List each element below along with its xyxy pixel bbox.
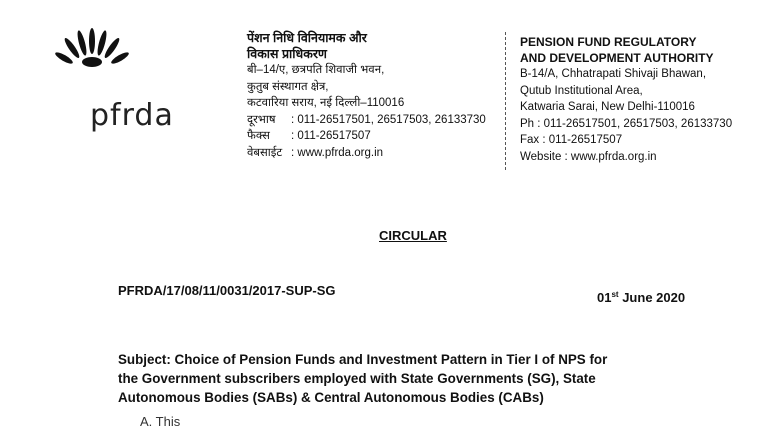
english-phone: Ph : 011-26517501, 26517503, 26133730 (520, 117, 733, 130)
english-fax: Fax : 011-26517507 (520, 134, 623, 146)
hindi-address-3: कटवारिया सराय, नई दिल्ली–110016 (247, 97, 405, 109)
circular-reference: PFRDA/17/08/11/0031/2017-SUP-SG (118, 283, 336, 298)
subject-line-2: the Government subscribers employed with State Governments (SG), State (118, 371, 596, 386)
circular-date (597, 290, 685, 305)
english-header (520, 34, 760, 165)
logo-text: pfrda (90, 98, 174, 133)
hindi-website-label: वेबसाईट (247, 146, 283, 159)
english-address-3: Katwaria Sarai, New Delhi-110016 (520, 101, 695, 113)
hindi-website-row (247, 145, 507, 162)
header-divider (505, 32, 506, 170)
hindi-address-1: बी–14/ए, छत्रपति शिवाजी भवन, (247, 64, 385, 76)
english-address-1: B-14/A, Chhatrapati Shivaji Bhawan, (520, 68, 707, 80)
hindi-fax-row (247, 128, 507, 145)
partial-body-line: A. This (140, 414, 181, 429)
hindi-fax-label: फैक्स (247, 130, 270, 142)
date-day: 01 (597, 290, 612, 305)
circular-title: CIRCULAR (379, 228, 447, 243)
circular-subject (118, 350, 718, 407)
english-org-name-2: AND DEVELOPMENT AUTHORITY (520, 51, 714, 65)
hindi-org-name-1: पेंशन निधि विनियामक और (247, 31, 367, 45)
hindi-phone-label: दूरभाष (247, 113, 276, 126)
hindi-fax-value: : 011-26517507 (291, 130, 371, 142)
hindi-phone-row (247, 112, 507, 129)
date-rest: June 2020 (618, 290, 686, 305)
hindi-address-2: कुतुब संस्थागत क्षेत्र, (247, 80, 329, 93)
english-website[interactable]: Website : www.pfrda.org.in (520, 150, 657, 163)
subject-line-3: Autonomous Bodies (SABs) & Central Autonomous Bodies (CABs) (118, 390, 544, 405)
hindi-website-value[interactable]: : www.pfrda.org.in (291, 146, 384, 159)
hindi-header (247, 30, 507, 161)
english-address-2: Qutub Institutional Area, (520, 84, 643, 97)
date-suffix: st (611, 290, 619, 299)
hindi-org-name-2: विकास प्राधिकरण (247, 47, 327, 61)
subject-line-1: Subject: Choice of Pension Funds and Investment Pattern in Tier I of NPS for (118, 352, 608, 367)
pfrda-logo (42, 28, 174, 133)
english-org-name-1: PENSION FUND REGULATORY (520, 35, 697, 49)
hindi-phone-value: : 011-26517501, 26517503, 26133730 (291, 113, 486, 126)
